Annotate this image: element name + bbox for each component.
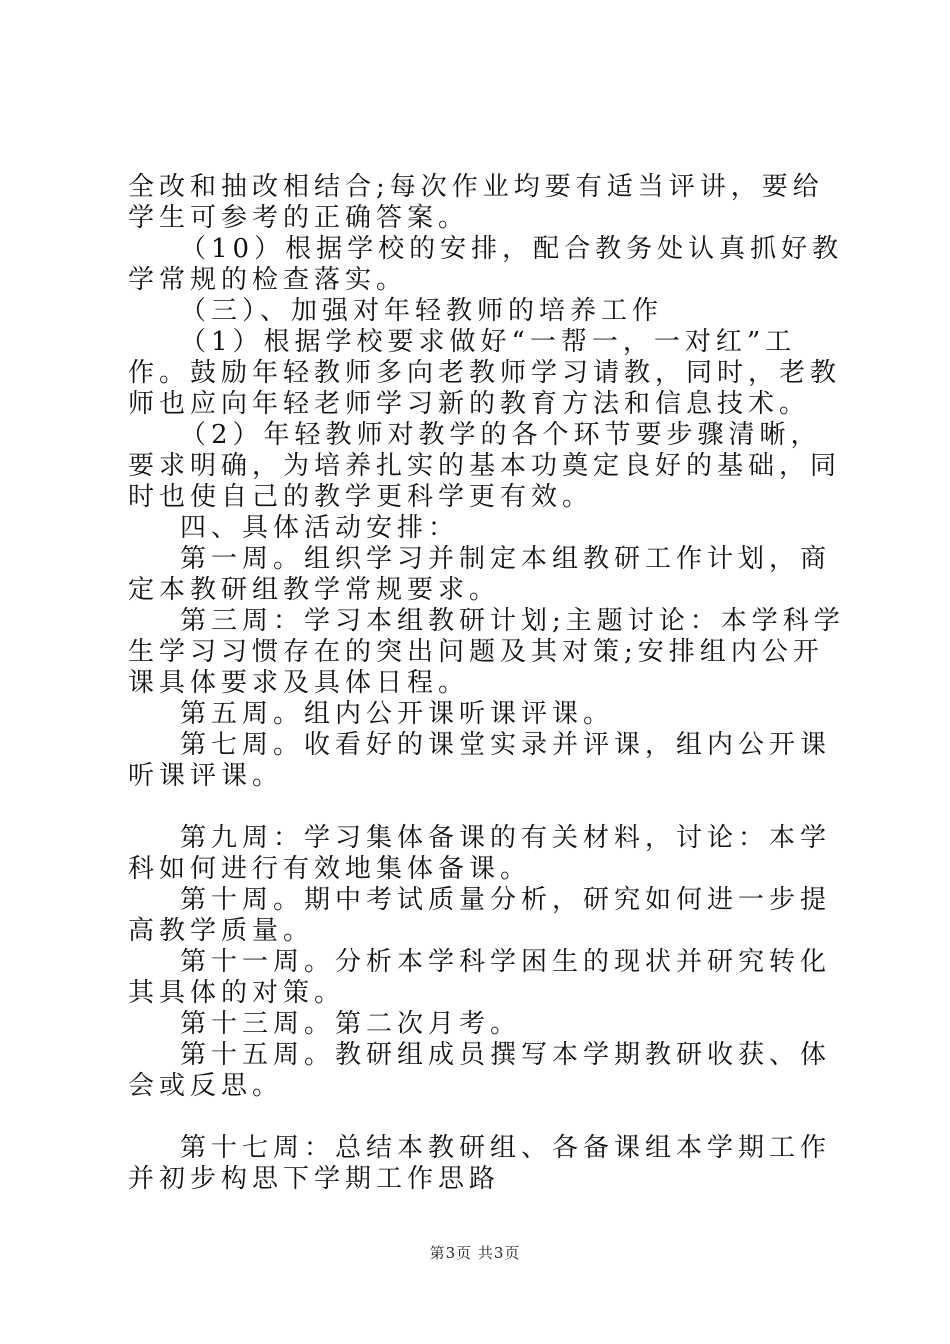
schedule-item: 第七周。收看好的课堂实录并评课，组内公开课听课评课。 [128,730,832,791]
schedule-item: 第一周。组织学习并制定本组教研工作计划，商定本教研组教学常规要求。 [128,544,832,605]
paragraph: 全改和抽改相结合;每次作业均要有适当评讲，要给学生可参考的正确答案。 [128,172,824,233]
document-body [128,172,848,1195]
schedule-item: 第十三周。第二次月考。 [180,1009,522,1039]
schedule-item: 第五周。组内公开课听课评课。 [180,699,615,729]
blank-line [128,792,848,823]
schedule-item: 第十周。期中考试质量分析，研究如何进一步提高教学质量。 [128,885,832,946]
schedule-item: 第三周：学习本组教研计划;主题讨论：本学科学生学习习惯存在的突出问题及其对策;安排组内公开课具体要求及具体日程。 [128,606,845,698]
schedule-item: 第九周：学习集体备课的有关材料，讨论：本学科如何进行有效地集体备课。 [128,823,832,884]
schedule-item: 第十七周：总结本教研组、各备课组本学期工作并初步构思下学期工作思路 [128,1133,832,1194]
schedule-item: 第十一周。分析本学科学困生的现状并研究转化其具体的对策。 [128,947,832,1008]
paragraph: （1）根据学校要求做好“一帮一，一对红”工作。鼓励年轻教师多向老教师学习请教，同时，老教师也应向年轻老师学习新的教育方法和信息技术。 [128,327,842,419]
paragraph: （2）年轻教师对教学的各个环节要步骤清晰，要求明确，为培养扎实的基本功奠定良好的基础，同时也使自己的教学更科学更有效。 [128,420,842,512]
page-number: 第3页 共3页 [429,1244,521,1262]
section-heading: 四、具体活动安排： [180,513,460,543]
schedule-item: 第十五周。教研组成员撰写本学期教研收获、体会或反思。 [128,1040,832,1101]
section-heading: （三）、加强对年轻教师的培养工作 [180,296,664,326]
blank-line [128,1102,848,1133]
page-footer [0,1243,950,1263]
paragraph: （10）根据学校的安排，配合教务处认真抓好教学常规的检查落实。 [128,234,844,295]
